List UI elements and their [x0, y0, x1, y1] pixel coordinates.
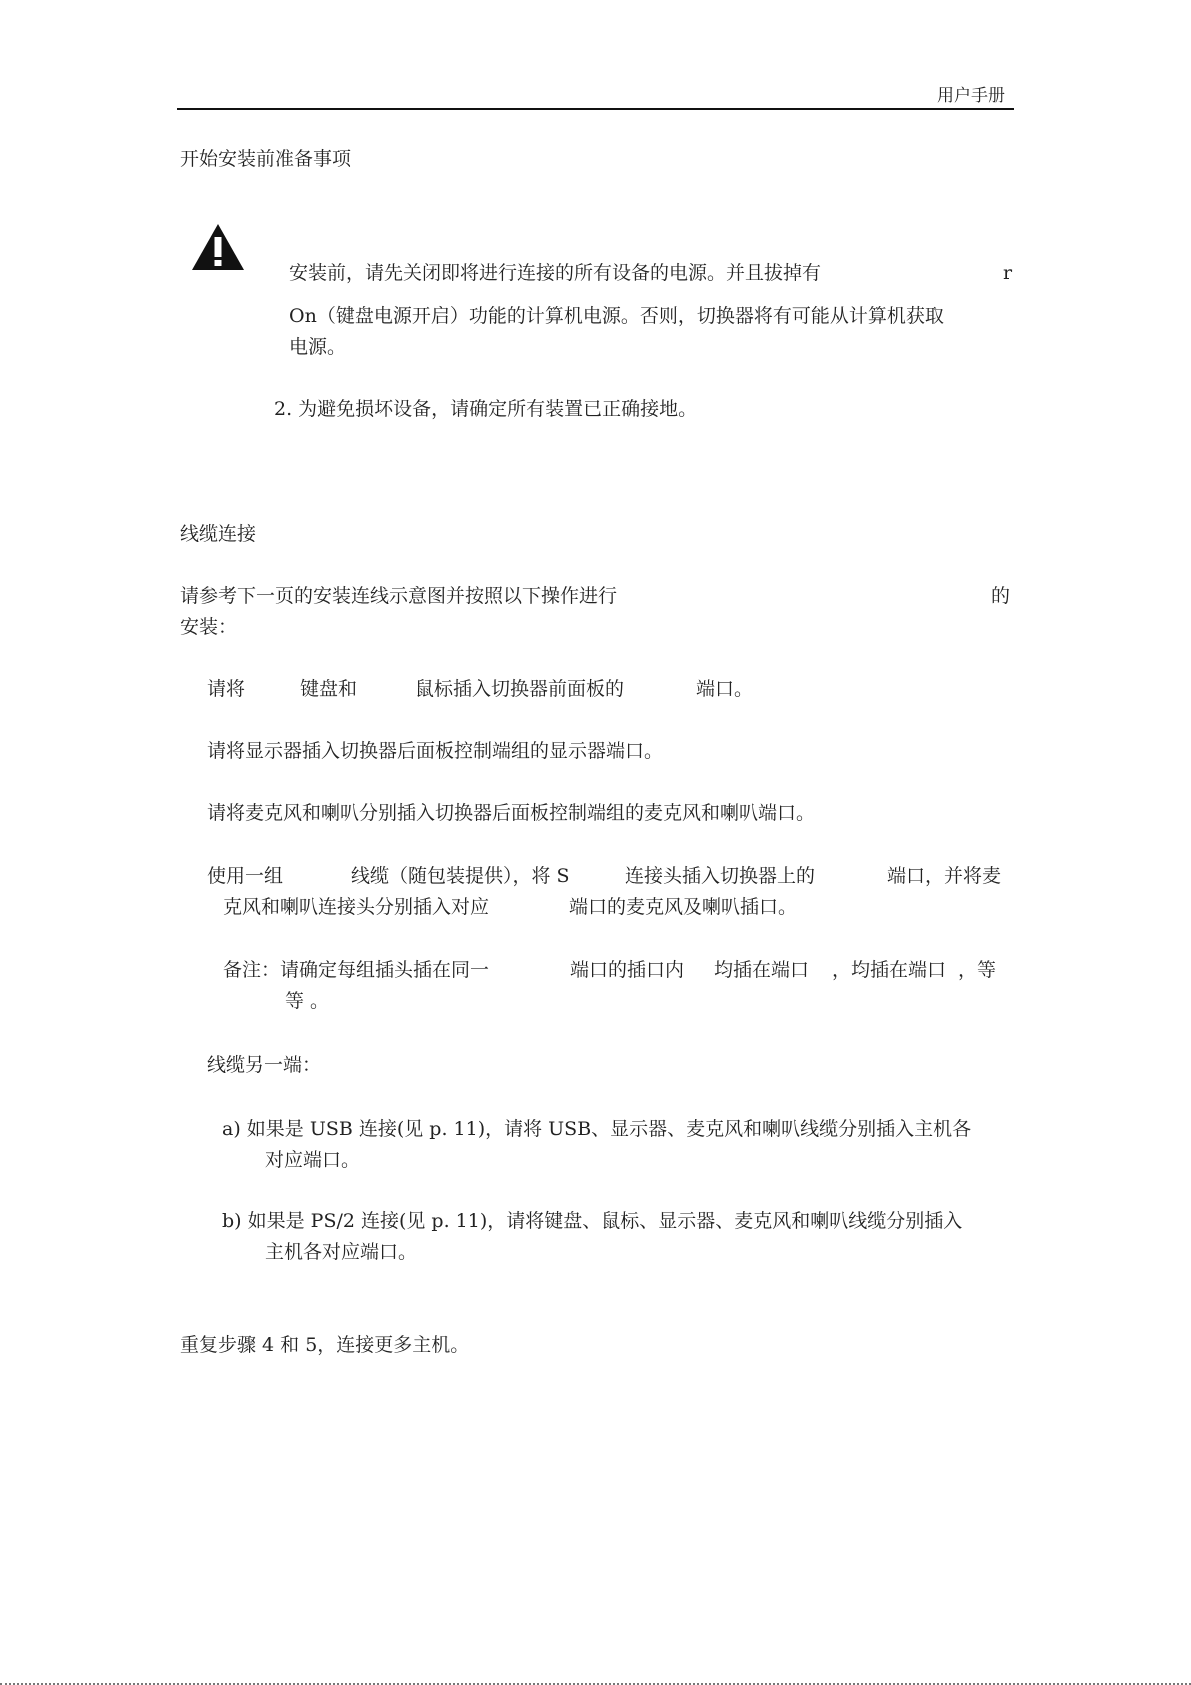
option-a-line2: 对应端口。 [265, 1149, 361, 1171]
option-a-line1: a) 如果是 USB 连接(见 p. 11)，请将 USB、显示器、麦克风和喇叭线缆分别插入主机各 [222, 1118, 972, 1140]
note-line1-a: 备注：请确定每组插头插在同一 [223, 959, 490, 981]
step4-line1-a: 使用一组 [207, 865, 284, 887]
step4-line2-a: 克风和喇叭连接头分别插入对应 [223, 896, 490, 918]
step4-line1-b: 线缆（随包装提供），将 S [351, 865, 570, 887]
note-line2: 等 。 [285, 990, 330, 1012]
warning-item1-line1-a: 安装前，请先关闭即将进行连接的所有设备的电源。并且拔掉有 [289, 262, 822, 284]
note-line1-c: 均插在端口 [714, 959, 810, 981]
step1-text-b: 键盘和 [300, 678, 358, 700]
step5-title: 线缆另一端： [207, 1054, 322, 1076]
warning-item1-line1-b: r [1003, 262, 1013, 284]
note-line1-e: ，等 [958, 959, 997, 981]
note-line1-b: 端口的插口内 [570, 959, 685, 981]
option-b-line2: 主机各对应端口。 [265, 1241, 418, 1263]
warning-item1-line3: 电源。 [289, 336, 347, 358]
cable-intro-line1-a: 请参考下一页的安装连线示意图并按照以下操作进行 [180, 585, 618, 607]
section-title-preparation: 开始安装前准备事项 [180, 148, 352, 170]
header-divider [177, 108, 1014, 110]
option-b-line1: b) 如果是 PS/2 连接(见 p. 11)，请将键盘、鼠标、显示器、麦克风和喇叭线缆分别插入 [222, 1210, 963, 1232]
warning-triangle-icon [190, 222, 246, 272]
step3-text: 请将麦克风和喇叭分别插入切换器后面板控制端组的麦克风和喇叭端口。 [207, 802, 816, 824]
step1-text-d: 端口。 [696, 678, 754, 700]
warning-item2: 2. 为避免损坏设备，请确定所有装置已正确接地。 [274, 398, 698, 420]
header-label: 用户手册 [937, 86, 1005, 106]
step4-line1-d: 端口，并将麦 [887, 865, 1002, 887]
warning-item1-line2: On（键盘电源开启）功能的计算机电源。否则，切换器将有可能从计算机获取 [289, 305, 944, 327]
step1-text-a: 请将 [207, 678, 246, 700]
repeat-steps-text: 重复步骤 4 和 5，连接更多主机。 [180, 1334, 470, 1356]
step4-line1-c: 连接头插入切换器上的 [625, 865, 816, 887]
cable-intro-line1-b: 的 [991, 585, 1011, 607]
section-title-cable: 线缆连接 [180, 523, 257, 545]
cable-intro-line2: 安装： [180, 616, 238, 638]
step2-text: 请将显示器插入切换器后面板控制端组的显示器端口。 [207, 740, 664, 762]
step4-line2-b: 端口的麦克风及喇叭插口。 [569, 896, 798, 918]
step1-text-c: 鼠标插入切换器前面板的 [415, 678, 625, 700]
note-line1-d: ，均插在端口 [832, 959, 947, 981]
